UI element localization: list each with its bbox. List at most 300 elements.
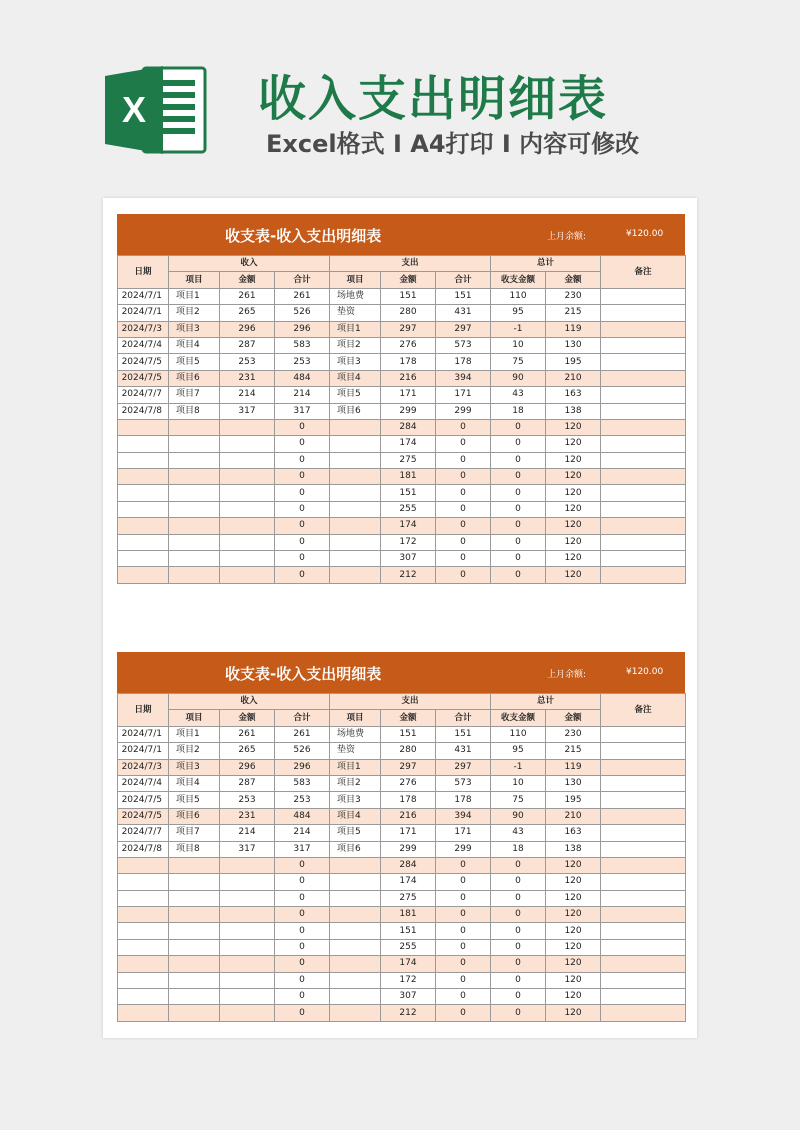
expense-amount-cell[interactable]: 174 <box>381 874 436 890</box>
income-sum-cell[interactable]: 0 <box>275 923 330 939</box>
total-amount-cell[interactable]: 120 <box>546 874 601 890</box>
income-item-cell[interactable] <box>169 452 220 468</box>
net-cell[interactable]: 0 <box>491 1005 546 1021</box>
income-sum-cell[interactable]: 0 <box>275 956 330 972</box>
date-cell[interactable] <box>118 857 169 873</box>
expense-amount-cell[interactable]: 174 <box>381 956 436 972</box>
expense-item-cell[interactable]: 项目6 <box>330 403 381 419</box>
income-item-cell[interactable] <box>169 890 220 906</box>
income-sum-cell[interactable]: 296 <box>275 321 330 337</box>
note-cell[interactable] <box>601 485 686 501</box>
note-cell[interactable] <box>601 419 686 435</box>
balance-value[interactable]: ¥120.00 <box>626 229 664 239</box>
date-cell[interactable] <box>118 518 169 534</box>
expense-sum-cell[interactable]: 0 <box>436 485 491 501</box>
income-sum-cell[interactable]: 253 <box>275 354 330 370</box>
income-sum-cell[interactable]: 526 <box>275 743 330 759</box>
income-sum-cell[interactable]: 484 <box>275 370 330 386</box>
net-cell[interactable]: 10 <box>491 337 546 353</box>
net-cell[interactable]: 0 <box>491 972 546 988</box>
date-cell[interactable]: 2024/7/3 <box>118 759 169 775</box>
expense-sum-cell[interactable]: 178 <box>436 792 491 808</box>
date-cell[interactable] <box>118 972 169 988</box>
expense-amount-cell[interactable]: 172 <box>381 972 436 988</box>
expense-item-cell[interactable] <box>330 939 381 955</box>
expense-amount-cell[interactable]: 181 <box>381 469 436 485</box>
note-cell[interactable] <box>601 808 686 824</box>
income-amount-cell[interactable]: 287 <box>220 337 275 353</box>
income-amount-cell[interactable] <box>220 567 275 583</box>
net-cell[interactable]: 110 <box>491 288 546 304</box>
income-sum-cell[interactable]: 0 <box>275 534 330 550</box>
expense-item-cell[interactable] <box>330 551 381 567</box>
expense-amount-cell[interactable]: 284 <box>381 419 436 435</box>
expense-sum-cell[interactable]: 0 <box>436 874 491 890</box>
total-amount-cell[interactable]: 195 <box>546 792 601 808</box>
expense-sum-cell[interactable]: 178 <box>436 354 491 370</box>
total-amount-cell[interactable]: 120 <box>546 485 601 501</box>
income-sum-cell[interactable]: 214 <box>275 825 330 841</box>
income-sum-cell[interactable]: 0 <box>275 485 330 501</box>
total-amount-cell[interactable]: 138 <box>546 841 601 857</box>
net-cell[interactable]: 110 <box>491 726 546 742</box>
date-cell[interactable] <box>118 989 169 1005</box>
note-cell[interactable] <box>601 436 686 452</box>
total-amount-cell[interactable]: 215 <box>546 743 601 759</box>
income-item-cell[interactable] <box>169 534 220 550</box>
net-cell[interactable]: 18 <box>491 403 546 419</box>
date-cell[interactable]: 2024/7/5 <box>118 354 169 370</box>
expense-item-cell[interactable]: 项目3 <box>330 792 381 808</box>
total-amount-cell[interactable]: 138 <box>546 403 601 419</box>
expense-sum-cell[interactable]: 0 <box>436 551 491 567</box>
income-item-cell[interactable] <box>169 857 220 873</box>
expense-sum-cell[interactable]: 573 <box>436 337 491 353</box>
income-item-cell[interactable]: 项目4 <box>169 775 220 791</box>
expense-item-cell[interactable] <box>330 890 381 906</box>
net-cell[interactable]: -1 <box>491 759 546 775</box>
income-item-cell[interactable]: 项目7 <box>169 825 220 841</box>
date-cell[interactable]: 2024/7/3 <box>118 321 169 337</box>
net-cell[interactable]: 90 <box>491 370 546 386</box>
net-cell[interactable]: 75 <box>491 792 546 808</box>
note-cell[interactable] <box>601 387 686 403</box>
expense-amount-cell[interactable]: 151 <box>381 726 436 742</box>
expense-sum-cell[interactable]: 0 <box>436 518 491 534</box>
expense-sum-cell[interactable]: 0 <box>436 989 491 1005</box>
income-sum-cell[interactable]: 317 <box>275 841 330 857</box>
income-amount-cell[interactable]: 214 <box>220 825 275 841</box>
income-amount-cell[interactable]: 231 <box>220 808 275 824</box>
net-cell[interactable]: 0 <box>491 518 546 534</box>
expense-sum-cell[interactable]: 0 <box>436 857 491 873</box>
income-amount-cell[interactable] <box>220 485 275 501</box>
expense-sum-cell[interactable]: 299 <box>436 403 491 419</box>
income-sum-cell[interactable]: 526 <box>275 305 330 321</box>
expense-sum-cell[interactable]: 573 <box>436 775 491 791</box>
date-cell[interactable]: 2024/7/1 <box>118 726 169 742</box>
note-cell[interactable] <box>601 743 686 759</box>
total-amount-cell[interactable]: 130 <box>546 775 601 791</box>
date-cell[interactable]: 2024/7/8 <box>118 403 169 419</box>
date-cell[interactable] <box>118 534 169 550</box>
income-amount-cell[interactable] <box>220 551 275 567</box>
expense-amount-cell[interactable]: 171 <box>381 387 436 403</box>
note-cell[interactable] <box>601 337 686 353</box>
note-cell[interactable] <box>601 370 686 386</box>
expense-sum-cell[interactable]: 299 <box>436 841 491 857</box>
net-cell[interactable]: 0 <box>491 436 546 452</box>
date-cell[interactable] <box>118 923 169 939</box>
expense-sum-cell[interactable]: 0 <box>436 956 491 972</box>
income-amount-cell[interactable] <box>220 857 275 873</box>
expense-item-cell[interactable] <box>330 874 381 890</box>
total-amount-cell[interactable]: 120 <box>546 551 601 567</box>
total-amount-cell[interactable]: 120 <box>546 923 601 939</box>
expense-item-cell[interactable] <box>330 534 381 550</box>
income-amount-cell[interactable] <box>220 874 275 890</box>
income-item-cell[interactable]: 项目8 <box>169 841 220 857</box>
date-cell[interactable] <box>118 1005 169 1021</box>
net-cell[interactable]: 0 <box>491 567 546 583</box>
net-cell[interactable]: 0 <box>491 452 546 468</box>
income-item-cell[interactable]: 项目5 <box>169 354 220 370</box>
expense-amount-cell[interactable]: 275 <box>381 890 436 906</box>
net-cell[interactable]: 0 <box>491 857 546 873</box>
net-cell[interactable]: 43 <box>491 825 546 841</box>
expense-amount-cell[interactable]: 178 <box>381 792 436 808</box>
income-item-cell[interactable] <box>169 1005 220 1021</box>
income-amount-cell[interactable]: 317 <box>220 841 275 857</box>
expense-item-cell[interactable] <box>330 501 381 517</box>
income-amount-cell[interactable] <box>220 890 275 906</box>
expense-item-cell[interactable] <box>330 567 381 583</box>
income-sum-cell[interactable]: 317 <box>275 403 330 419</box>
income-sum-cell[interactable]: 0 <box>275 436 330 452</box>
expense-sum-cell[interactable]: 151 <box>436 726 491 742</box>
income-item-cell[interactable]: 项目8 <box>169 403 220 419</box>
income-sum-cell[interactable]: 261 <box>275 726 330 742</box>
income-sum-cell[interactable]: 0 <box>275 501 330 517</box>
income-amount-cell[interactable] <box>220 518 275 534</box>
expense-sum-cell[interactable]: 171 <box>436 387 491 403</box>
total-amount-cell[interactable]: 120 <box>546 469 601 485</box>
expense-sum-cell[interactable]: 0 <box>436 501 491 517</box>
total-amount-cell[interactable]: 120 <box>546 907 601 923</box>
expense-item-cell[interactable]: 项目2 <box>330 337 381 353</box>
expense-item-cell[interactable] <box>330 857 381 873</box>
expense-sum-cell[interactable]: 0 <box>436 890 491 906</box>
income-amount-cell[interactable]: 287 <box>220 775 275 791</box>
income-item-cell[interactable]: 项目2 <box>169 305 220 321</box>
expense-sum-cell[interactable]: 0 <box>436 452 491 468</box>
net-cell[interactable]: 0 <box>491 534 546 550</box>
income-amount-cell[interactable] <box>220 452 275 468</box>
income-item-cell[interactable] <box>169 956 220 972</box>
income-item-cell[interactable]: 项目7 <box>169 387 220 403</box>
total-amount-cell[interactable]: 195 <box>546 354 601 370</box>
total-amount-cell[interactable]: 210 <box>546 808 601 824</box>
income-amount-cell[interactable] <box>220 972 275 988</box>
expense-item-cell[interactable]: 项目4 <box>330 370 381 386</box>
income-amount-cell[interactable] <box>220 989 275 1005</box>
expense-amount-cell[interactable]: 307 <box>381 551 436 567</box>
expense-item-cell[interactable] <box>330 1005 381 1021</box>
expense-sum-cell[interactable]: 431 <box>436 743 491 759</box>
date-cell[interactable] <box>118 890 169 906</box>
expense-sum-cell[interactable]: 394 <box>436 808 491 824</box>
expense-item-cell[interactable] <box>330 923 381 939</box>
expense-amount-cell[interactable]: 151 <box>381 288 436 304</box>
expense-item-cell[interactable] <box>330 436 381 452</box>
net-cell[interactable]: 0 <box>491 874 546 890</box>
income-sum-cell[interactable]: 0 <box>275 989 330 1005</box>
expense-item-cell[interactable]: 项目4 <box>330 808 381 824</box>
income-amount-cell[interactable]: 265 <box>220 743 275 759</box>
note-cell[interactable] <box>601 923 686 939</box>
expense-amount-cell[interactable]: 280 <box>381 305 436 321</box>
total-amount-cell[interactable]: 120 <box>546 567 601 583</box>
total-amount-cell[interactable]: 120 <box>546 436 601 452</box>
income-amount-cell[interactable]: 231 <box>220 370 275 386</box>
note-cell[interactable] <box>601 972 686 988</box>
note-cell[interactable] <box>601 907 686 923</box>
net-cell[interactable]: 0 <box>491 469 546 485</box>
expense-item-cell[interactable]: 场地费 <box>330 288 381 304</box>
income-item-cell[interactable] <box>169 501 220 517</box>
expense-amount-cell[interactable]: 216 <box>381 370 436 386</box>
expense-amount-cell[interactable]: 178 <box>381 354 436 370</box>
income-item-cell[interactable]: 项目1 <box>169 288 220 304</box>
income-item-cell[interactable]: 项目3 <box>169 759 220 775</box>
income-amount-cell[interactable]: 265 <box>220 305 275 321</box>
date-cell[interactable] <box>118 436 169 452</box>
note-cell[interactable] <box>601 956 686 972</box>
income-item-cell[interactable] <box>169 551 220 567</box>
expense-item-cell[interactable]: 项目3 <box>330 354 381 370</box>
income-sum-cell[interactable]: 261 <box>275 288 330 304</box>
expense-sum-cell[interactable]: 0 <box>436 1005 491 1021</box>
note-cell[interactable] <box>601 452 686 468</box>
income-item-cell[interactable] <box>169 469 220 485</box>
income-amount-cell[interactable]: 296 <box>220 321 275 337</box>
income-sum-cell[interactable]: 0 <box>275 874 330 890</box>
note-cell[interactable] <box>601 857 686 873</box>
income-sum-cell[interactable]: 0 <box>275 907 330 923</box>
expense-amount-cell[interactable]: 171 <box>381 825 436 841</box>
expense-amount-cell[interactable]: 299 <box>381 841 436 857</box>
income-sum-cell[interactable]: 253 <box>275 792 330 808</box>
date-cell[interactable]: 2024/7/8 <box>118 841 169 857</box>
income-sum-cell[interactable]: 214 <box>275 387 330 403</box>
total-amount-cell[interactable]: 120 <box>546 534 601 550</box>
income-sum-cell[interactable]: 0 <box>275 857 330 873</box>
note-cell[interactable] <box>601 354 686 370</box>
expense-amount-cell[interactable]: 297 <box>381 321 436 337</box>
net-cell[interactable]: 0 <box>491 551 546 567</box>
note-cell[interactable] <box>601 321 686 337</box>
total-amount-cell[interactable]: 215 <box>546 305 601 321</box>
note-cell[interactable] <box>601 1005 686 1021</box>
total-amount-cell[interactable]: 120 <box>546 989 601 1005</box>
total-amount-cell[interactable]: 120 <box>546 857 601 873</box>
total-amount-cell[interactable]: 120 <box>546 501 601 517</box>
expense-amount-cell[interactable]: 174 <box>381 436 436 452</box>
total-amount-cell[interactable]: 230 <box>546 288 601 304</box>
income-item-cell[interactable] <box>169 485 220 501</box>
note-cell[interactable] <box>601 841 686 857</box>
net-cell[interactable]: 95 <box>491 743 546 759</box>
expense-item-cell[interactable]: 垫资 <box>330 743 381 759</box>
net-cell[interactable]: 10 <box>491 775 546 791</box>
expense-sum-cell[interactable]: 0 <box>436 436 491 452</box>
net-cell[interactable]: 0 <box>491 989 546 1005</box>
expense-sum-cell[interactable]: 0 <box>436 534 491 550</box>
total-amount-cell[interactable]: 163 <box>546 825 601 841</box>
expense-sum-cell[interactable]: 297 <box>436 321 491 337</box>
income-item-cell[interactable] <box>169 972 220 988</box>
expense-item-cell[interactable] <box>330 989 381 1005</box>
income-amount-cell[interactable]: 261 <box>220 288 275 304</box>
net-cell[interactable]: 18 <box>491 841 546 857</box>
income-item-cell[interactable]: 项目5 <box>169 792 220 808</box>
total-amount-cell[interactable]: 130 <box>546 337 601 353</box>
note-cell[interactable] <box>601 534 686 550</box>
income-sum-cell[interactable]: 0 <box>275 890 330 906</box>
income-amount-cell[interactable] <box>220 1005 275 1021</box>
expense-item-cell[interactable] <box>330 452 381 468</box>
date-cell[interactable]: 2024/7/5 <box>118 792 169 808</box>
expense-sum-cell[interactable]: 0 <box>436 972 491 988</box>
income-item-cell[interactable] <box>169 567 220 583</box>
income-item-cell[interactable] <box>169 874 220 890</box>
note-cell[interactable] <box>601 759 686 775</box>
net-cell[interactable]: 95 <box>491 305 546 321</box>
note-cell[interactable] <box>601 305 686 321</box>
expense-sum-cell[interactable]: 297 <box>436 759 491 775</box>
date-cell[interactable]: 2024/7/4 <box>118 775 169 791</box>
expense-sum-cell[interactable]: 394 <box>436 370 491 386</box>
total-amount-cell[interactable]: 120 <box>546 939 601 955</box>
note-cell[interactable] <box>601 825 686 841</box>
expense-sum-cell[interactable]: 0 <box>436 939 491 955</box>
total-amount-cell[interactable]: 163 <box>546 387 601 403</box>
net-cell[interactable]: 0 <box>491 501 546 517</box>
income-amount-cell[interactable]: 214 <box>220 387 275 403</box>
note-cell[interactable] <box>601 501 686 517</box>
date-cell[interactable] <box>118 452 169 468</box>
income-item-cell[interactable]: 项目3 <box>169 321 220 337</box>
income-amount-cell[interactable] <box>220 436 275 452</box>
total-amount-cell[interactable]: 120 <box>546 419 601 435</box>
income-amount-cell[interactable]: 317 <box>220 403 275 419</box>
income-sum-cell[interactable]: 0 <box>275 567 330 583</box>
income-sum-cell[interactable]: 0 <box>275 939 330 955</box>
date-cell[interactable]: 2024/7/1 <box>118 743 169 759</box>
note-cell[interactable] <box>601 775 686 791</box>
expense-item-cell[interactable]: 项目5 <box>330 825 381 841</box>
expense-item-cell[interactable]: 垫资 <box>330 305 381 321</box>
date-cell[interactable] <box>118 874 169 890</box>
expense-item-cell[interactable]: 场地费 <box>330 726 381 742</box>
note-cell[interactable] <box>601 403 686 419</box>
net-cell[interactable]: 43 <box>491 387 546 403</box>
note-cell[interactable] <box>601 874 686 890</box>
net-cell[interactable]: 90 <box>491 808 546 824</box>
date-cell[interactable] <box>118 419 169 435</box>
net-cell[interactable]: -1 <box>491 321 546 337</box>
date-cell[interactable] <box>118 567 169 583</box>
expense-amount-cell[interactable]: 151 <box>381 485 436 501</box>
income-item-cell[interactable] <box>169 518 220 534</box>
income-sum-cell[interactable]: 296 <box>275 759 330 775</box>
income-item-cell[interactable] <box>169 907 220 923</box>
income-sum-cell[interactable]: 0 <box>275 972 330 988</box>
total-amount-cell[interactable]: 230 <box>546 726 601 742</box>
expense-sum-cell[interactable]: 171 <box>436 825 491 841</box>
income-amount-cell[interactable] <box>220 501 275 517</box>
total-amount-cell[interactable]: 120 <box>546 452 601 468</box>
total-amount-cell[interactable]: 120 <box>546 1005 601 1021</box>
net-cell[interactable]: 0 <box>491 923 546 939</box>
expense-amount-cell[interactable]: 172 <box>381 534 436 550</box>
income-amount-cell[interactable]: 261 <box>220 726 275 742</box>
income-item-cell[interactable] <box>169 419 220 435</box>
income-item-cell[interactable]: 项目4 <box>169 337 220 353</box>
date-cell[interactable]: 2024/7/4 <box>118 337 169 353</box>
date-cell[interactable]: 2024/7/7 <box>118 387 169 403</box>
expense-sum-cell[interactable]: 0 <box>436 469 491 485</box>
date-cell[interactable]: 2024/7/5 <box>118 370 169 386</box>
note-cell[interactable] <box>601 726 686 742</box>
income-amount-cell[interactable]: 253 <box>220 792 275 808</box>
total-amount-cell[interactable]: 120 <box>546 956 601 972</box>
date-cell[interactable] <box>118 907 169 923</box>
date-cell[interactable] <box>118 501 169 517</box>
expense-amount-cell[interactable]: 212 <box>381 567 436 583</box>
expense-item-cell[interactable]: 项目5 <box>330 387 381 403</box>
income-amount-cell[interactable] <box>220 419 275 435</box>
income-amount-cell[interactable]: 296 <box>220 759 275 775</box>
expense-amount-cell[interactable]: 276 <box>381 775 436 791</box>
expense-item-cell[interactable]: 项目6 <box>330 841 381 857</box>
income-item-cell[interactable]: 项目6 <box>169 370 220 386</box>
total-amount-cell[interactable]: 120 <box>546 972 601 988</box>
date-cell[interactable] <box>118 485 169 501</box>
note-cell[interactable] <box>601 567 686 583</box>
expense-sum-cell[interactable]: 0 <box>436 907 491 923</box>
expense-amount-cell[interactable]: 255 <box>381 939 436 955</box>
note-cell[interactable] <box>601 792 686 808</box>
income-item-cell[interactable] <box>169 923 220 939</box>
income-amount-cell[interactable] <box>220 956 275 972</box>
expense-item-cell[interactable]: 项目2 <box>330 775 381 791</box>
expense-amount-cell[interactable]: 181 <box>381 907 436 923</box>
expense-item-cell[interactable] <box>330 419 381 435</box>
total-amount-cell[interactable]: 119 <box>546 759 601 775</box>
net-cell[interactable]: 0 <box>491 890 546 906</box>
expense-amount-cell[interactable]: 212 <box>381 1005 436 1021</box>
income-sum-cell[interactable]: 484 <box>275 808 330 824</box>
note-cell[interactable] <box>601 939 686 955</box>
income-amount-cell[interactable] <box>220 534 275 550</box>
income-item-cell[interactable] <box>169 436 220 452</box>
net-cell[interactable]: 0 <box>491 907 546 923</box>
income-sum-cell[interactable]: 0 <box>275 419 330 435</box>
income-amount-cell[interactable]: 253 <box>220 354 275 370</box>
income-item-cell[interactable] <box>169 939 220 955</box>
expense-item-cell[interactable] <box>330 518 381 534</box>
